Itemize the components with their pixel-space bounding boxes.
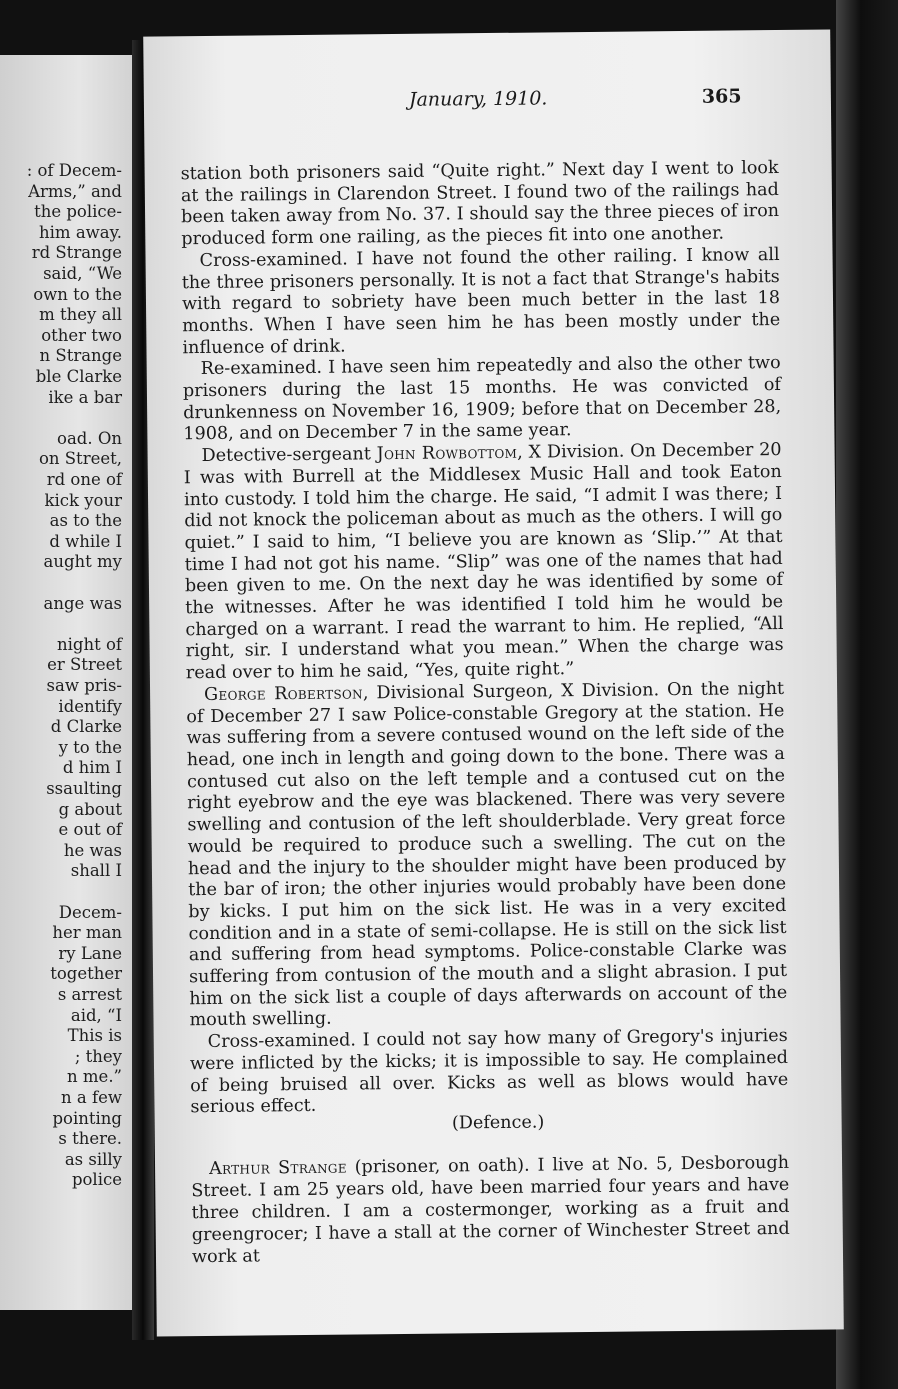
facing-page-line: s there. (58, 1129, 122, 1149)
facing-page-line: g about (58, 799, 122, 819)
facing-page-line: aid, “I (70, 1005, 122, 1025)
paragraph: George Robertson, Divisional Surgeon, X Division. On the night of December 27 I saw Police-constable Gregory at the station. He was suffering from a severe contused wound on the left side of the head, one inch in length and going down to the bone. There was a contused cut also on the left temple and a contused cut on the right eyebrow and the eye was blackened. There was very severe swelling and contusion of the left shoulderblade. Very great force would be required to produce such a swelling. The cut on the head and the injury to the shoulder might have been produced by the bar of iron; the other injuries would probably have been done by kicks. I put him on the sick list. He was in a very excited condition and in a state of semi-collapse. He is still on the sick list and suffering from head symptoms. Police-constable Clarke was suffering from contusion of the mouth and a slight abrasion. I put him on the sick list a couple of days afterwards on account of the mouth swelling. (186, 678, 788, 1031)
facing-page-line: Arms,” and (28, 181, 122, 201)
paragraph: Detective-sergeant John Rowbottom, X Division. On December 20 I was with Burrell at the Middlesex Music Hall and took Eaton into custody. I told him the charge. He said, “I admit I was there; I did not knock the policeman about as much as the others. I will go quiet.” I said to him, “I believe you are known as ‘Slip.’” At that time I had not got his name. “Slip” was one of the names that had been given to me. On the next day he was identified by some of the witnesses. After he was identified I told him he would be charged on a warrant. I read the warrant to him. He replied, “All right, sir. I understand what you mean.” When the charge was read over to him he said, “Yes, quite right.” (183, 440, 784, 684)
facing-page-line: him away. (39, 222, 122, 242)
facing-page-line: other two (41, 325, 122, 345)
paragraph: Re-examined. I have seen him repeatedly and also the other two prisoners during the last 15 months. He was convicted of drunkenness on November 16, 1909; before that on December 28, 1908, and on December 7 in the same year. (182, 353, 782, 445)
facing-page-line: s arrest (57, 985, 122, 1004)
facing-page-line: ; they (74, 1046, 122, 1066)
facing-page-line: ssaulting (46, 779, 122, 798)
facing-page-line: as silly (64, 1149, 122, 1169)
facing-page-line: kick your (44, 490, 122, 510)
witness-name: Arthur Strange (208, 1157, 347, 1180)
book-page (143, 29, 844, 1336)
facing-page-line: d him I (62, 758, 122, 778)
facing-page-line: e out of (58, 820, 122, 840)
page-body (181, 158, 789, 1119)
facing-page-line: er Street (47, 655, 122, 675)
facing-page-line: Decem- (58, 902, 122, 922)
facing-page-line: ike a bar (48, 387, 122, 407)
running-head-title: January, 1910. (408, 87, 548, 111)
facing-page-line: own to the (33, 284, 122, 304)
facing-page-line: together (50, 964, 122, 984)
facing-page-line: her man (52, 923, 122, 943)
page-edge-shadow (836, 0, 898, 1389)
facing-page-line: night of (56, 634, 122, 654)
running-head (264, 85, 742, 114)
facing-page-line: n me.” (67, 1067, 122, 1087)
facing-page-line: as to the (49, 511, 122, 531)
facing-page-line: ble Clarke (35, 367, 122, 386)
facing-page-line: rd one of (46, 470, 122, 489)
facing-page-line: d Clarke (50, 717, 122, 737)
facing-page-line: police (71, 1170, 122, 1190)
section-heading: (Defence.) (451, 1112, 545, 1134)
facing-page-line: the police- (34, 202, 122, 222)
facing-page-line: rd Strange (31, 243, 122, 263)
facing-page-line: shall I (70, 861, 122, 881)
page-number: 365 (701, 85, 742, 108)
facing-page-line: ry Lane (58, 943, 122, 963)
paragraph: Cross-examined. I could not say how many of Gregory's injuries were inflicted by the kicks; it is impossible to say. He complained of being bruised all over. Kicks as well as blows would have serious effect. (189, 1026, 789, 1118)
facing-page-line: on Street, (38, 449, 122, 469)
facing-page-line: identify (58, 696, 122, 716)
facing-page-line: n a few (61, 1088, 122, 1107)
facing-page-line: n Strange (39, 346, 122, 366)
facing-page-line: ange was (43, 593, 122, 613)
facing-page-line: he was (63, 840, 122, 860)
paragraph: Cross-examined. I have not found the other railing. I know all the three prisoners personally. It is not a fact that Strange's habits with regard to sobriety have been much better in the last 18 months. When I have seen him he has been mostly under the influence of drink. (181, 244, 781, 358)
paragraph: Arthur Strange (prisoner, on oath). I live at No. 5, Desborough Street. I am 25 years old, have been married four years and have three children. I am a costermonger, working as a fruit and greengrocer; I have a stall at the corner of Winchester Street and work at (191, 1152, 790, 1268)
paragraph: station both prisoners said “Quite right.” Next day I went to look at the railings in Clarendon Street. I found two of the railings had been taken away from No. 37. I should say the three pieces of iron produced form one railing, as the pieces fit into one another. (180, 157, 780, 250)
facing-page-fragment (0, 55, 132, 1310)
facing-page-line: This is (67, 1026, 122, 1046)
facing-page-line: saw pris- (46, 676, 122, 695)
facing-page-line: d while I (49, 531, 122, 551)
facing-page-line: y to the (58, 737, 122, 757)
witness-name: John Rowbottom (376, 442, 518, 465)
facing-page-line: pointing (52, 1108, 122, 1128)
facing-page-line: oad. On (57, 428, 122, 448)
facing-page-line: aught my (43, 552, 122, 572)
defence-body (191, 1152, 790, 1268)
facing-page-line: said, “We (43, 264, 122, 283)
facing-page-line: : of Decem- (26, 161, 122, 180)
witness-name: George Robertson (204, 683, 364, 705)
facing-page-line: m they all (39, 305, 122, 325)
